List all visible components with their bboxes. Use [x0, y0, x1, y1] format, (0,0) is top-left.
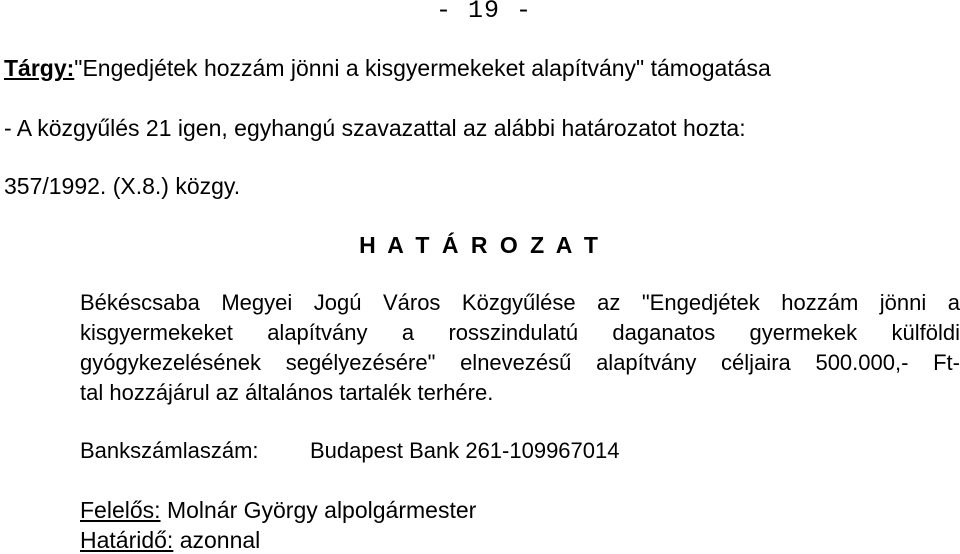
decision-line-2: kisgyermekeket alapítvány a rosszindulatú daganatos gyermekek külföldi [80, 320, 960, 345]
bank-account-label: Bankszámlaszám: [80, 438, 259, 463]
subject-line [4, 55, 771, 82]
page-number: - 19 - [436, 0, 533, 25]
decision-text [80, 288, 960, 408]
subject-text: "Engedjétek hozzám jönni a kisgyermekeket alapítvány" támogatása [74, 55, 771, 81]
bank-account-value: Budapest Bank 261-109967014 [310, 438, 620, 463]
deadline-label: Határidő: [80, 527, 174, 553]
decision-title: H A T Á R O Z A T [359, 232, 601, 258]
responsible-line [80, 497, 476, 524]
bank-account-line [80, 438, 619, 464]
decision-line-4: tal hozzájárul az általános tartalék terhére. [80, 380, 494, 405]
vote-line: - A közgyűlés 21 igen, egyhangú szavazattal az alábbi határozatot hozta: [4, 115, 746, 141]
subject-label: Tárgy: [4, 55, 75, 81]
responsible-label: Felelős: [80, 497, 161, 523]
resolution-reference: 357/1992. (X.8.) közgy. [4, 173, 241, 199]
decision-line-1: Békéscsaba Megyei Jogú Város Közgyűlése az "Engedjétek hozzám jönni a [80, 290, 960, 315]
deadline-value: azonnal [179, 527, 261, 553]
decision-line-3: gyógykezelésének segélyezésére" elnevezésű alapítvány céljaira 500.000,- Ft- [80, 350, 960, 375]
responsible-value: Molnár György alpolgármester [166, 497, 477, 523]
deadline-line [80, 527, 260, 554]
